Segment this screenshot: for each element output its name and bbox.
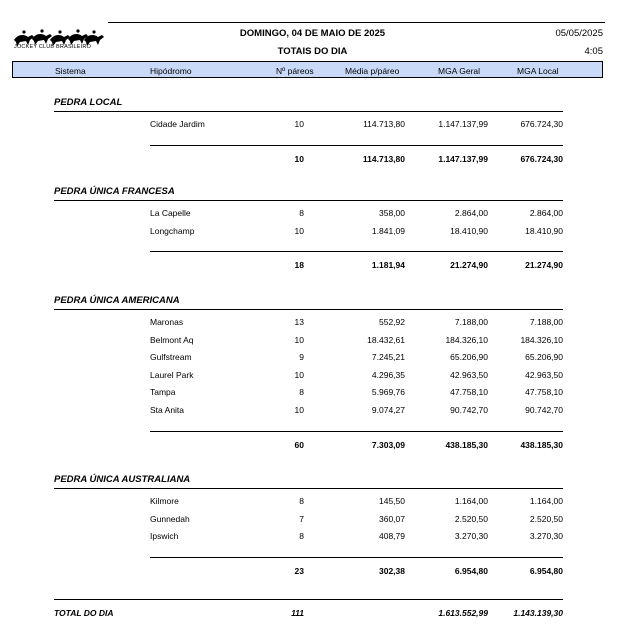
row-media: 5.969,76 [371,387,405,398]
row-mga-geral: 47.758,10 [450,387,488,398]
row-mga-geral: 42.963,50 [450,369,488,380]
row-pareos: 7 [299,513,304,524]
row-hipodromo: Belmont Aq [150,334,194,345]
row-pareos: 8 [299,387,304,398]
report-title: DOMINGO, 04 DE MAIO DE 2025 [239,28,386,39]
subtotal-mga-geral: 1.147.137,99 [438,153,488,164]
grand-total-mga-local: 1.143.139,30 [513,608,563,618]
row-mga-local: 90.742,70 [525,405,563,415]
row-mga-local: 3.270,30 [529,531,563,542]
row-mga-local: 47.758,10 [525,387,563,398]
section-title: PEDRA ÚNICA AUSTRALIANA [54,474,191,485]
report-time: 4:05 [584,46,603,57]
subtotal-rule [150,431,563,432]
report-date: 05/05/2025 [555,28,603,39]
row-mga-local: 18.410,90 [525,225,563,236]
row-hipodromo: Tampa [150,387,176,398]
row-mga-geral: 2.864,00 [454,208,488,218]
row-pareos: 9 [299,352,304,363]
row-mga-geral: 3.270,30 [454,531,488,542]
subtotal-media: 7.303,09 [371,439,405,450]
row-hipodromo: Sta Anita [150,405,185,415]
subtotal-mga-local: 676.724,30 [520,153,563,164]
row-pareos: 13 [294,317,304,327]
row-mga-geral: 184.326,10 [445,334,488,345]
row-media: 18.432,61 [367,334,405,345]
row-mga-local: 676.724,30 [520,119,563,129]
row-mga-local: 2.520,50 [529,513,563,524]
row-hipodromo: La Capelle [150,208,191,218]
row-media: 1.841,09 [371,225,405,236]
subtotal-pareos: 18 [294,260,304,271]
subtotal-pareos: 23 [294,565,304,576]
row-hipodromo: Gunnedah [150,513,190,524]
col-pareos: Nº páreos [276,66,314,76]
row-mga-local: 1.164,00 [529,496,563,506]
row-media: 4.296,35 [371,369,405,380]
column-header-bar [12,61,603,78]
row-hipodromo: Cidade Jardim [150,119,205,129]
grand-total-mga-geral: 1.613.552,99 [438,608,488,618]
row-mga-geral: 7.188,00 [454,317,488,327]
section-rule [54,309,563,310]
logo-text: JOCKEY CLUB BRASILEIRO [14,44,92,50]
subtotal-media: 114.713,80 [362,153,405,164]
row-hipodromo: Maronas [150,317,184,327]
col-media: Média p/páreo [345,66,400,76]
section-rule [54,111,563,112]
col-mga-geral: MGA Geral [438,66,481,76]
row-mga-local: 7.188,00 [529,317,563,327]
row-hipodromo: Gulfstream [150,352,192,363]
col-mga-local: MGA Local [517,66,559,76]
row-media: 145,50 [379,496,405,506]
section-title: PEDRA ÚNICA AMERICANA [54,295,180,306]
row-mga-local: 65.206,90 [525,352,563,363]
row-pareos: 10 [294,119,304,129]
subtotal-pareos: 10 [294,153,304,164]
subtotal-rule [150,145,563,146]
row-hipodromo: Longchamp [150,225,195,236]
grand-total-rule [54,599,563,600]
row-hipodromo: Ipswich [150,531,179,542]
row-pareos: 10 [294,334,304,345]
row-hipodromo: Laurel Park [150,369,194,380]
row-media: 7.245,21 [371,352,405,363]
row-media: 360,07 [379,513,405,524]
subtotal-mga-local: 6.954,80 [529,565,563,576]
section-rule [54,488,563,489]
row-pareos: 10 [294,225,304,236]
section-title: PEDRA LOCAL [54,97,123,108]
subtotal-mga-local: 21.274,90 [525,260,563,271]
row-mga-geral: 2.520,50 [454,513,488,524]
row-mga-geral: 1.147.137,99 [438,119,488,129]
subtotal-media: 1.181,94 [371,260,405,271]
subtotal-media: 302,38 [379,565,405,576]
subtotal-rule [150,557,563,558]
subtotal-mga-local: 438.185,30 [520,439,563,450]
col-sistema: Sistema [55,66,86,76]
row-media: 408,79 [379,531,405,542]
subtotal-mga-geral: 21.274,90 [450,260,488,271]
report-subtitle: TOTAIS DO DIA [277,46,348,57]
row-pareos: 8 [299,531,304,542]
col-hipodromo: Hipódromo [150,66,192,76]
subtotal-mga-geral: 438.185,30 [445,439,488,450]
row-pareos: 10 [294,369,304,380]
row-hipodromo: Kilmore [150,496,179,506]
grand-total-label: TOTAL DO DIA [54,608,114,618]
row-media: 9.074,27 [371,405,405,415]
row-mga-geral: 18.410,90 [450,225,488,236]
subtotal-rule [150,251,563,252]
subtotal-mga-geral: 6.954,80 [454,565,488,576]
section-title: PEDRA ÚNICA FRANCESA [54,186,175,197]
row-mga-local: 42.963,50 [525,369,563,380]
subtotal-pareos: 60 [294,439,304,450]
grand-total-pareos: 111 [291,608,304,618]
row-mga-geral: 65.206,90 [450,352,488,363]
row-media: 552,92 [379,317,405,327]
row-media: 114.713,80 [363,119,405,129]
row-media: 358,00 [379,208,405,218]
row-mga-local: 184.326,10 [520,334,563,345]
section-rule [54,200,563,201]
row-mga-local: 2.864,00 [529,208,563,218]
header-rule [108,22,605,23]
row-pareos: 8 [299,208,304,218]
row-mga-geral: 90.742,70 [450,405,488,415]
row-pareos: 8 [299,496,304,506]
row-mga-geral: 1.164,00 [454,496,488,506]
row-pareos: 10 [294,405,304,415]
